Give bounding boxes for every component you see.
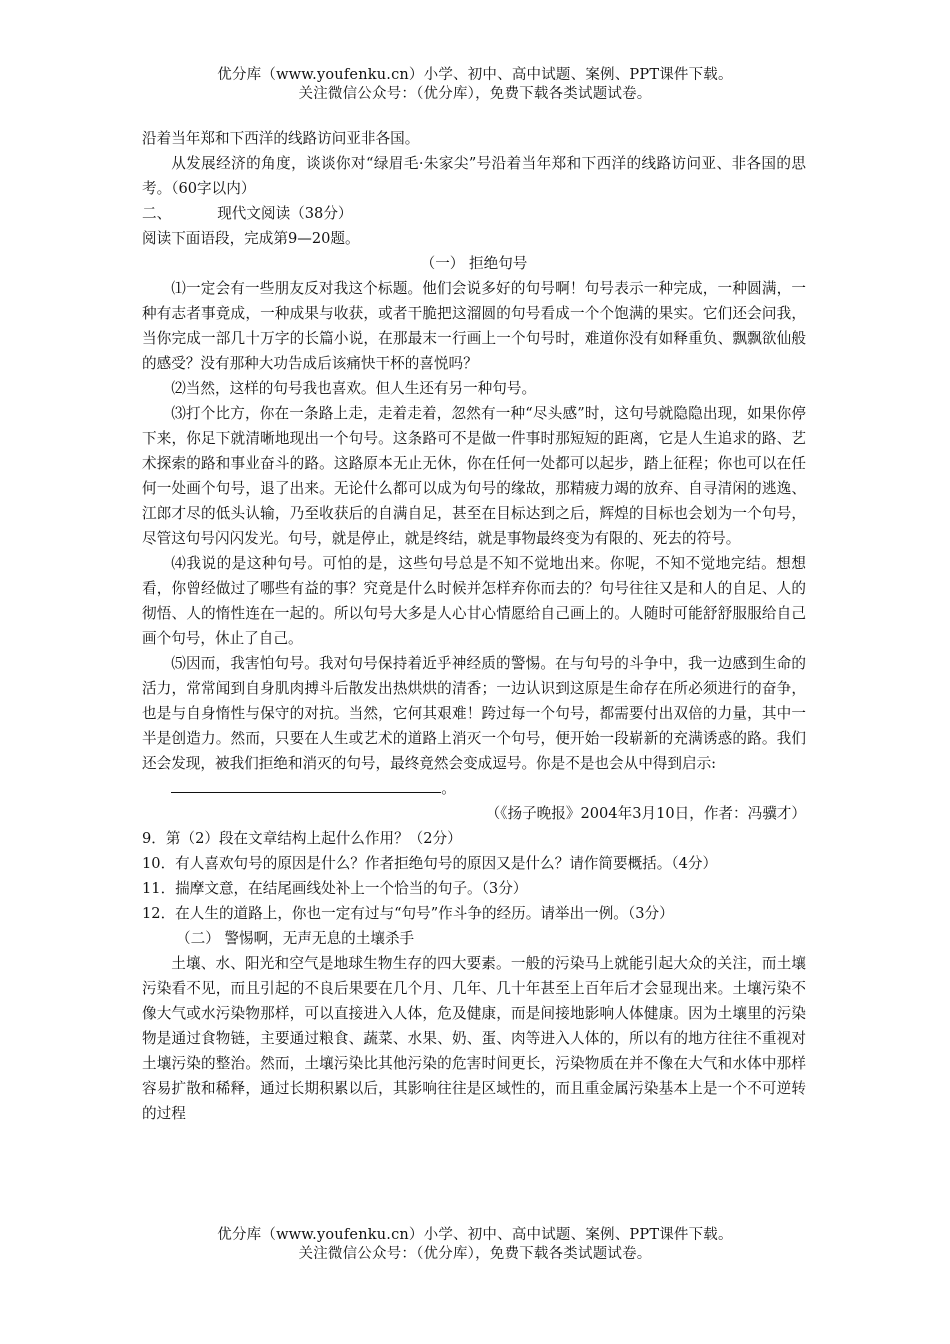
question-10: 10．有人喜欢句号的原因是什么？作者拒绝句号的原因又是什么？请作简要概括。（4分） bbox=[142, 855, 718, 872]
header-line-1: 优分库（www.youfenku.cn）小学、初中、高中试题、案例、PPT课件下载。 bbox=[217, 67, 733, 83]
article-2-title: （二） 警惕啊，无声无息的土壤杀手 bbox=[176, 930, 415, 947]
article-1-paragraph-5: ⑸因而，我害怕句号。我对句号保持着近乎神经质的警惕。在与句号的斗争中，我一边感到生命的活力，常常闻到自身肌肉搏斗后散发出热烘烘的清香；一边认识到这原是生命存在所必须进行的奋争，也是与自身惰性与保守的对抗。当然，它何其艰难！跨过每一个句号，都需要付出双倍的力量，其中一半是创造力。然而，只要在人生或艺术的道路上消灭一个句号，便开始一段崭新的充满诱惑的路。我们还会发现，被我们拒绝和消灭的句号，最终竟然会变成逗号。你是不是也会从中得到启示: bbox=[142, 655, 806, 772]
question-12: 12．在人生的道路上，你也一定有过与“句号”作斗争的经历。请举出一例。（3分） bbox=[142, 905, 674, 922]
section-number: 二、 bbox=[142, 205, 172, 222]
article-1-paragraph-2: ⑵当然，这样的句号我也喜欢。但人生还有另一种句号。 bbox=[171, 380, 537, 397]
section-instruction: 阅读下面语段，完成第9—20题。 bbox=[142, 230, 360, 247]
page-footer bbox=[0, 1226, 950, 1264]
section-heading bbox=[142, 201, 806, 226]
blank-end-mark: 。 bbox=[441, 780, 456, 797]
fill-in-blank[interactable] bbox=[171, 776, 441, 793]
article-1-paragraph-1: ⑴一定会有一些朋友反对我这个标题。他们会说多好的句号啊！句号表示一种完成，一种圆满，一种有志者事竟成，一种成果与收获，或者干脆把这溜圆的句号看成一个个饱满的果实。它们还会问我，当你完成一部几十万字的长篇小说，在那最末一行画上一个句号时，难道你没有如释重负、飘飘欲仙般的感受？没有那种大功告成后该痛快干杯的喜悦吗？ bbox=[142, 280, 806, 372]
question-9: 9．第（2）段在文章结构上起什么作用？（2分） bbox=[142, 830, 462, 847]
article-2-paragraph-1: 土壤、水、阳光和空气是地球生物生存的四大要素。一般的污染马上就能引起大众的关注，而土壤污染看不见，而且引起的不良后果要在几个月、几年、几十年甚至上百年后才会显现出来。土壤污染不像大气或水污染物那样，可以直接进入人体，危及健康，而是间接地影响人体健康。因为土壤里的污染物是通过食物链，主要通过粮食、蔬菜、水果、奶、蛋、肉等进入人体的，所以有的地方往往不重视对土壤污染的整治。然而，土壤污染比其他污染的危害时间更长，污染物质在并不像在大气和水体中那样容易扩散和稀释，通过长期积累以后，其影响往往是区域性的，而且重金属污染基本上是一个不可逆转的过程 bbox=[142, 955, 806, 1122]
footer-line-1: 优分库（www.youfenku.cn）小学、初中、高中试题、案例、PPT课件下载。 bbox=[217, 1227, 733, 1243]
intro-continuation: 沿着当年郑和下西洋的线路访问亚非各国。 bbox=[142, 130, 420, 147]
section-title: 现代文阅读（38分） bbox=[217, 205, 353, 222]
article-1-paragraph-4: ⑷我说的是这种句号。可怕的是，这些句号总是不知不觉地出来。你呢，不知不觉地完结。想想看，你曾经做过了哪些有益的事？究竟是什么时候并怎样弃你而去的？句号往往又是和人的自足、人的彻悟、人的惰性连在一起的。所以句号大多是人心甘心情愿给自己画上的。人随时可能舒舒服服给自己画个句号，休止了自己。 bbox=[142, 555, 806, 647]
page-header bbox=[0, 66, 950, 104]
intro-question: 从发展经济的角度，谈谈你对“绿眉毛·朱家尖”号沿着当年郑和下西洋的线路访问亚、非各国的思考。（60字以内） bbox=[142, 155, 806, 197]
article-1-paragraph-3: ⑶打个比方，你在一条路上走，走着走着，忽然有一种“尽头感”时，这句号就隐隐出现，如果你停下来，你足下就清晰地现出一个句号。这条路可不是做一件事时那短短的距离，它是人生追求的路、艺术探索的路和事业奋斗的路。这路原本无止无休，你在任何一处都可以起步，踏上征程；你也可以在任何一处画个句号，退了出来。无论什么都可以成为句号的缘故，那精疲力竭的放弃、自寻清闲的逃逸、江郎才尽的低头认输，乃至收获后的自满自足，甚至在目标达到之后，辉煌的目标也会划为一个句号，尽管这句号闪闪发光。句号，就是停止，就是终结，就是事物最终变为有限的、死去的符号。 bbox=[142, 405, 806, 547]
question-11: 11．揣摩文意，在结尾画线处补上一个恰当的句子。（3分） bbox=[142, 880, 528, 897]
article-1-title: （一） 拒绝句号 bbox=[420, 255, 528, 272]
document-body bbox=[142, 126, 806, 1126]
footer-line-2: 关注微信公众号：（优分库），免费下载各类试题试卷。 bbox=[298, 1246, 652, 1262]
header-line-2: 关注微信公众号：（优分库），免费下载各类试题试卷。 bbox=[298, 86, 652, 102]
article-1-source: （《扬子晚报》2004年3月10日，作者：冯骥才） bbox=[485, 805, 806, 822]
answer-blank-line bbox=[142, 776, 806, 801]
